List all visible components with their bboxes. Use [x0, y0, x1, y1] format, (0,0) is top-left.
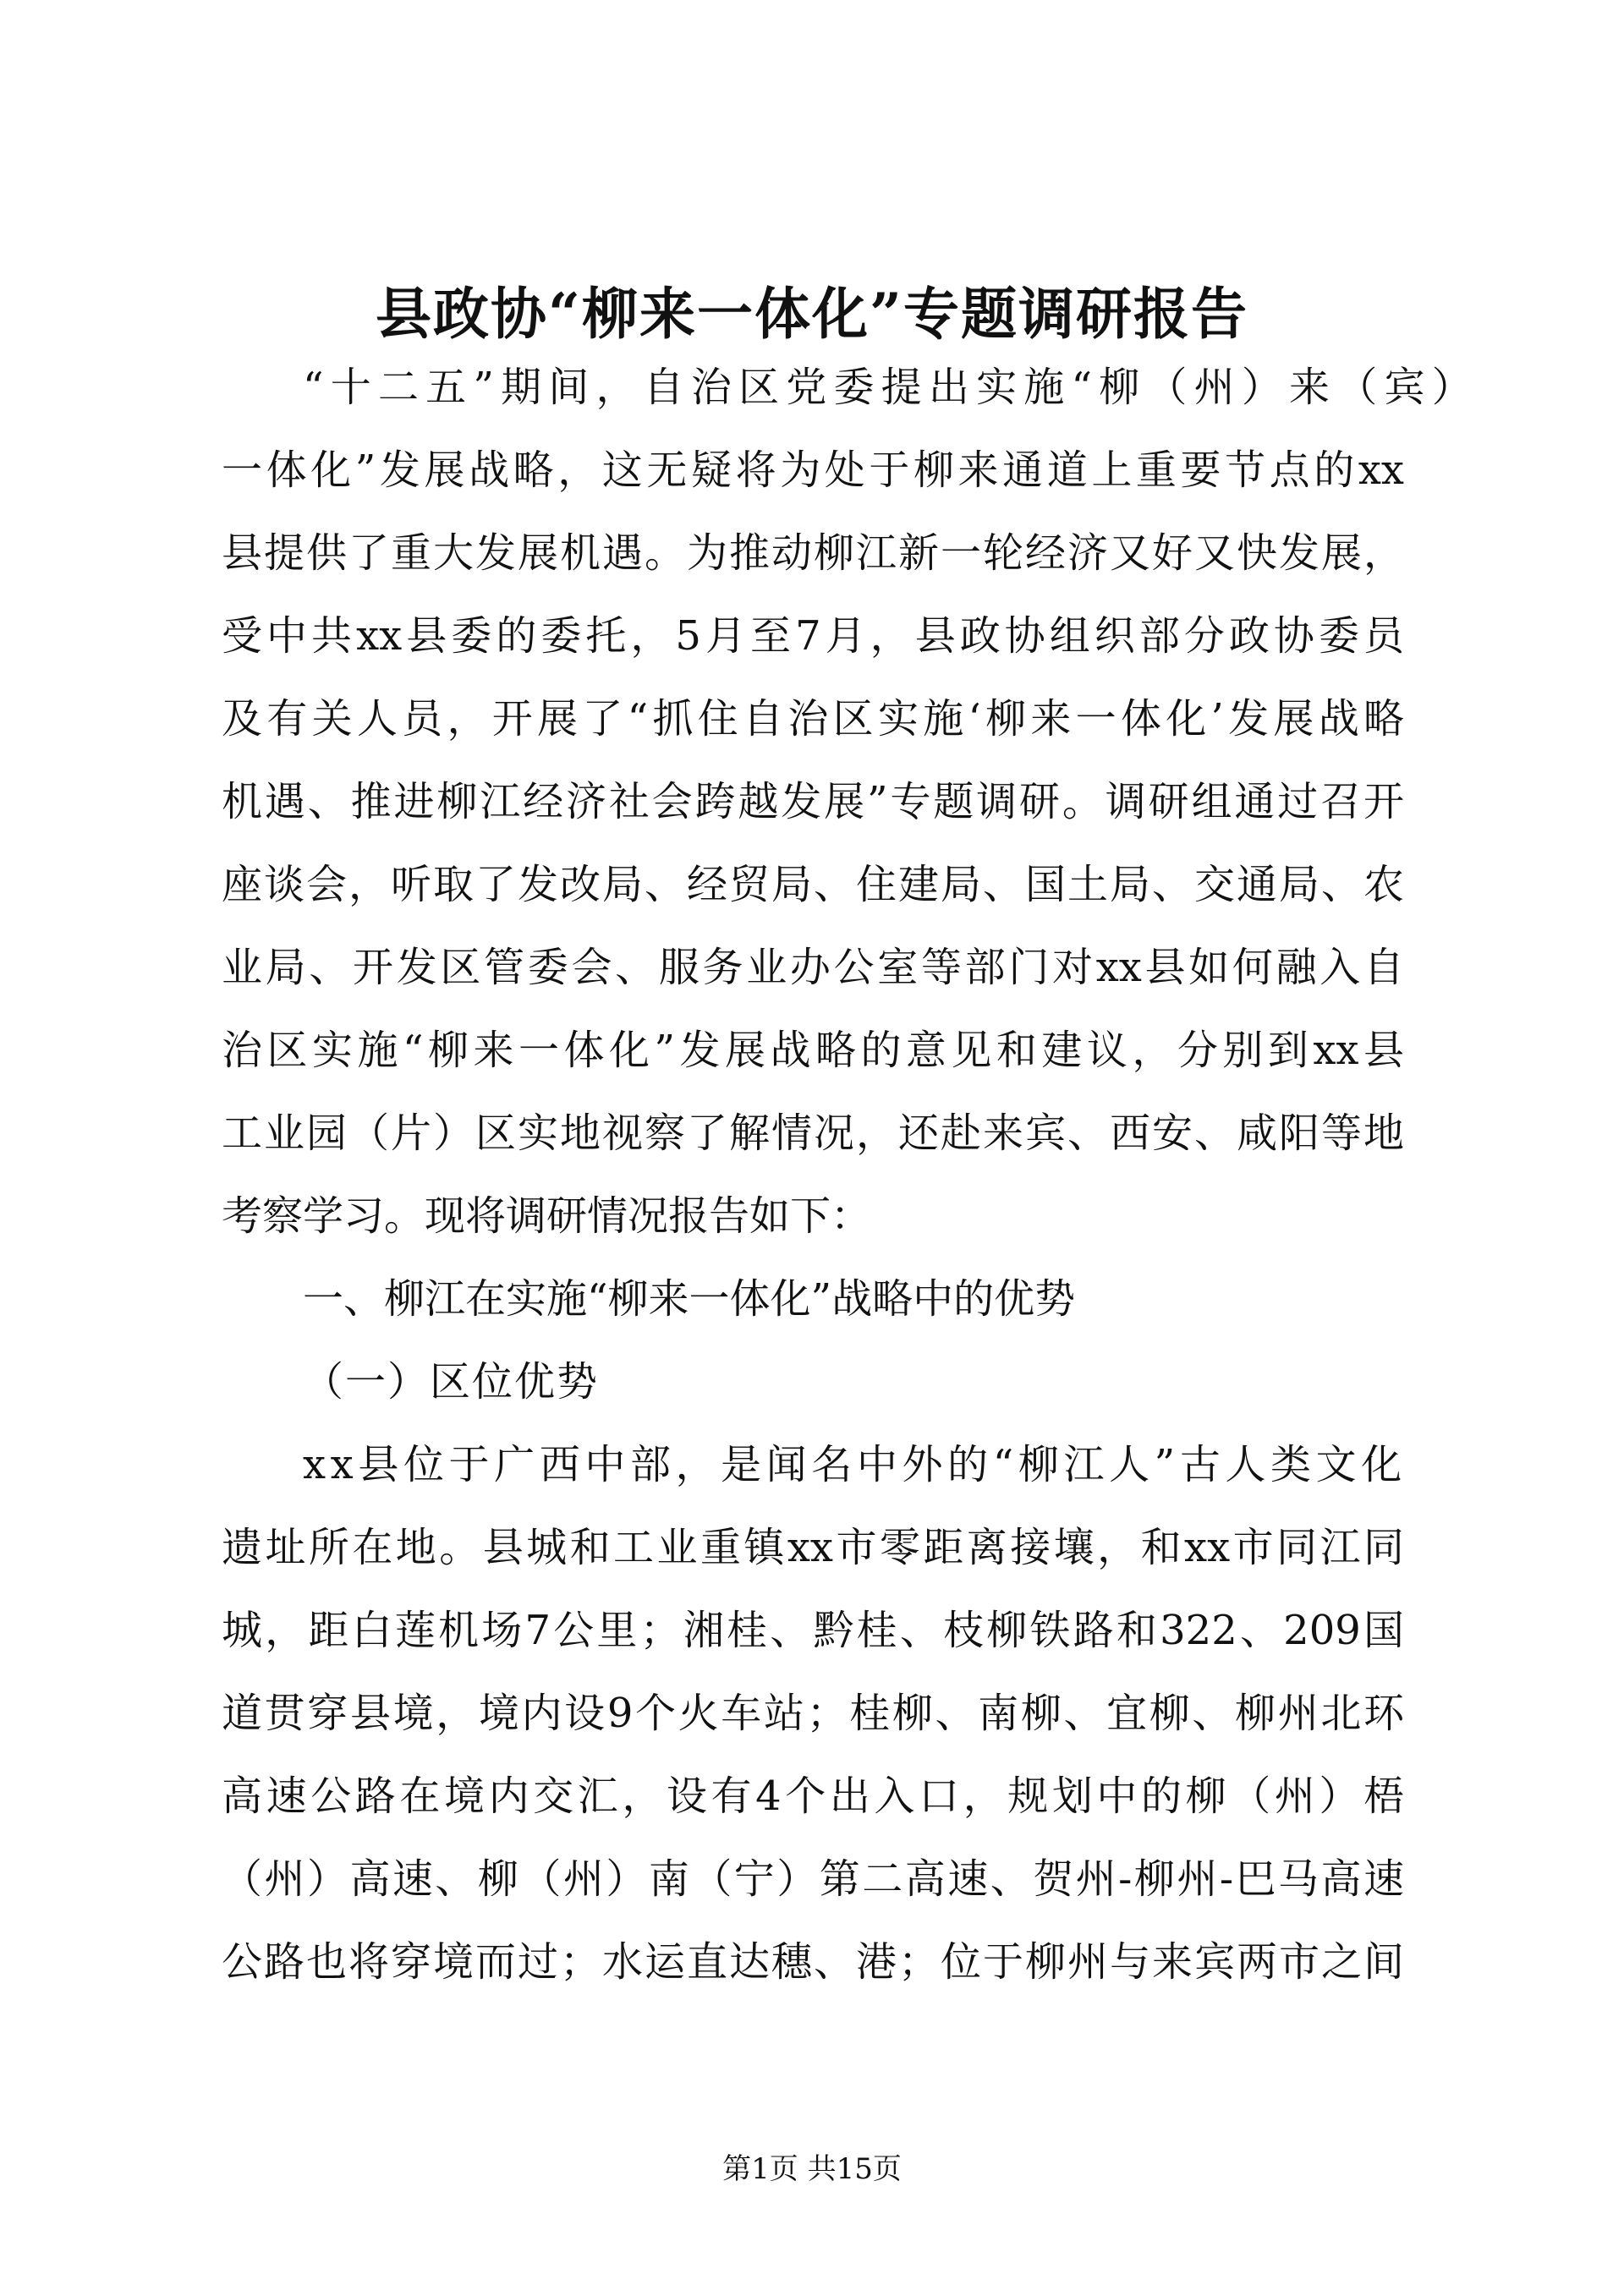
body-line: （州）高速、柳（州）南（宁）第二高速、贺州-柳州-巴马高速 — [222, 1855, 1404, 1903]
page-footer: 第1页 共15页 — [722, 2152, 902, 2186]
intro-line: 工业园（片）区实地视察了解情况，还赴来宾、西安、咸阳等地 — [222, 1110, 1404, 1157]
intro-line: 治区实施“柳来一体化”发展战略的意见和建议，分别到xx县 — [222, 1027, 1404, 1074]
intro-line: 受中共xx县委的委托，5月至7月，县政协组织部分政协委员 — [222, 612, 1404, 660]
intro-line: 县提供了重大发展机遇。为推动柳江新一轮经济又好又快发展， — [222, 529, 1404, 577]
body-line: 高速公路在境内交汇，设有4个出入口，规划中的柳（州）梧 — [222, 1773, 1404, 1820]
body-line: 遗址所在地。县城和工业重镇xx市零距离接壤，和xx市同江同 — [222, 1524, 1404, 1571]
intro-line: “十二五”期间，自治区党委提出实施“柳（州）来（宾） — [303, 364, 1479, 411]
intro-line: 业局、开发区管委会、服务业办公室等部门对xx县如何融入自 — [222, 944, 1404, 991]
section-heading: 一、柳江在实施“柳来一体化”战略中的优势 — [303, 1275, 1076, 1323]
body-line: xx县位于广西中部，是闻名中外的“柳江人”古人类文化 — [303, 1441, 1407, 1488]
body-line: 道贯穿县境，境内设9个火车站；桂柳、南柳、宜柳、柳州北环 — [222, 1690, 1404, 1737]
subsection-heading: （一）区位优势 — [303, 1358, 600, 1406]
intro-line: 座谈会，听取了发改局、经贸局、住建局、国土局、交通局、农 — [222, 861, 1404, 908]
body-line: 城，距白莲机场7公里；湘桂、黔桂、枝柳铁路和322、209国 — [222, 1607, 1404, 1654]
intro-line: 一体化”发展战略，这无疑将为处于柳来通道上重要节点的xx — [222, 447, 1404, 494]
document-title: 县政协“柳来一体化”专题调研报告 — [376, 281, 1248, 347]
intro-line: 及有关人员，开展了“抓住自治区实施‘柳来一体化’发展战略 — [222, 695, 1404, 743]
intro-line: 机遇、推进柳江经济社会跨越发展”专题调研。调研组通过召开 — [222, 778, 1404, 825]
body-line: 公路也将穿境而过；水运直达穗、港；位于柳州与来宾两市之间 — [222, 1938, 1404, 1986]
intro-line: 考察学习。现将调研情况报告如下： — [222, 1192, 872, 1240]
